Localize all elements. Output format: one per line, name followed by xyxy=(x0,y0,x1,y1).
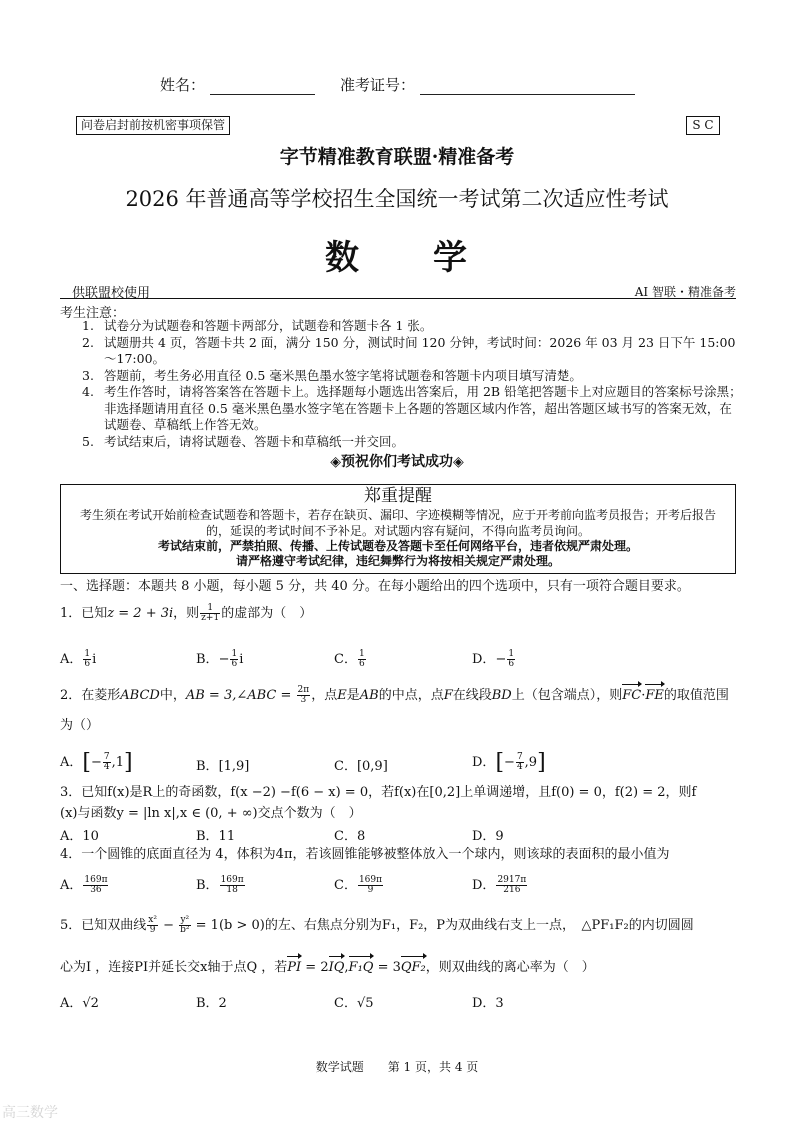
paper-code: S C xyxy=(686,116,720,135)
q2-option-a[interactable]: A．[− $\frac{7}{4}$ ,1] xyxy=(60,750,133,775)
notice-item: 4. 考生作答时，请将答案答在答题卡上。选择题每小题选出答案后，用 2B 铅笔把答题卡上对应题目的答案标号涂黑；非选择题请用直径 0.5 毫米黑色墨水签字笔在答题卡上各题的答题区域内作答，超出答题区域书写的答案无效，在试题卷、草稿纸上作答无效。 xyxy=(82,384,742,432)
name-row xyxy=(160,74,315,95)
watermark: 高三数学 xyxy=(2,1105,58,1121)
brand-note: AI 智联・精准备考 xyxy=(634,285,736,299)
q4-option-a[interactable]: A． $\frac{169\pi}{36}$ xyxy=(60,875,108,895)
q1-option-b[interactable]: B．− $\frac{1}{6}$ i xyxy=(196,649,244,669)
q4-option-c[interactable]: C． $\frac{169\pi}{9}$ xyxy=(334,875,383,895)
q3-option-b[interactable]: B．11 xyxy=(196,829,236,844)
question-3-stem-cont: (x)与函数y = |ln x|,x ∈ (0, + ∞)交点个数为（ ） xyxy=(60,806,362,821)
q5-option-a[interactable]: A．√2 xyxy=(60,996,99,1011)
name-label: 姓名： xyxy=(160,76,206,94)
q3-option-d[interactable]: D．9 xyxy=(472,829,504,844)
exam-id-field[interactable] xyxy=(420,78,635,95)
notice-item: 5. 考试结束后，请将试题卷、答题卡和草稿纸一并交回。 xyxy=(82,433,405,449)
good-luck-banner: ◈预祝你们考试成功◈ xyxy=(330,454,464,470)
q4-option-d[interactable]: D． $\frac{2917\pi}{216}$ xyxy=(472,875,527,895)
q3-option-a[interactable]: A．10 xyxy=(60,829,99,844)
use-note: 供联盟校使用 xyxy=(72,286,151,301)
q1-option-c[interactable]: C． $\frac{1}{6}$ xyxy=(334,649,365,669)
reminder-warning: 考试结束前，严禁拍照、传播、上传试题卷及答题卡至任何网络平台，违者依规严肃处理。 xyxy=(157,539,638,553)
notice-item: 3. 答题前，考生务必用直径 0.5 毫米黑色墨水签字笔将试题卷和答题卡内项目填写清楚。 xyxy=(82,367,582,383)
question-5-stem: 5．已知双曲线 $\frac{\text{x²}}{9}$ − $\frac{\text{y²}}{\text{b²}}$ = 1(b > 0)的左、右焦点分别为F₁，F₂，P为双曲线右支上一点， △PF₁F₂的内切圆圆 xyxy=(60,915,694,935)
section-heading: 一、选择题：本题共 8 小题，每小题 5 分，共 40 分。在每小题给出的四个选项中，只有一项符合题目要求。 xyxy=(60,579,690,594)
name-field[interactable] xyxy=(210,78,315,95)
notice-item: 2. 试题册共 4 页，答题卡共 2 面，满分 150 分，测试时间 120 分钟，考试时间：2026 年 03 月 23 日下午 15:00～17:00。 xyxy=(82,334,736,366)
q1-option-a[interactable]: A． $\frac{1}{6}$ i xyxy=(60,649,97,669)
q5-option-c[interactable]: C．√5 xyxy=(334,996,374,1011)
q2-option-d[interactable]: D．[− $\frac{7}{4}$ ,9] xyxy=(472,750,546,775)
fraction: $\frac{1}{z+1}$ xyxy=(201,603,220,623)
reminder-title: 郑重提醒 xyxy=(364,486,432,506)
question-4-stem: 4．一个圆锥的底面直径为 4，体积为4π，若该圆锥能够被整体放入一个球内，则该球的表面积的最小值为 xyxy=(60,847,670,862)
notice-title: 考生注意： xyxy=(60,306,126,321)
question-3-stem: 3．已知f(x)是R上的奇函数，f(x −2) −f(6 − x) = 0，若f(x)在[0,2]上单调递增，且f(0) = 0，f(2) = 2，则f xyxy=(60,785,697,800)
q4-option-b[interactable]: B． $\frac{169\pi}{18}$ xyxy=(196,875,244,895)
exam-id-label: 准考证号： xyxy=(340,76,416,94)
notice-list xyxy=(82,318,742,450)
q5-option-d[interactable]: D．3 xyxy=(472,996,504,1011)
seal-note: 问卷启封前按机密事项保管 xyxy=(76,116,230,135)
exam-id-row xyxy=(340,74,635,95)
reminder-discipline: 请严格遵守考试纪律，违纪舞弊行为将按相关规定严肃处理。 xyxy=(235,554,560,568)
question-2-stem-cont: 为（） xyxy=(60,718,100,733)
question-5-stem-cont: 心为I ，连接PI并延长交x轴于点Q ，若PI = 2IQ,F₁Q = 3QF₂，则双曲线的离心率为（ ） xyxy=(60,958,750,978)
reminder-text: 考生须在考试开始前检查试题卷和答题卡，若存在缺页、漏印、字迹模糊等情况，应于开考前向监考员报告；开考后报告的，延误的考试时间不予补足。对试题内容有疑问，不得向监考员询问。 xyxy=(79,508,716,538)
header-divider xyxy=(60,298,736,299)
subject-title: 数 学 xyxy=(325,238,469,278)
question-1-stem: 1．已知z = 2 + 3i，则 $\frac{1}{z+1}$ 的虚部为（ ） xyxy=(60,603,313,623)
q2-option-b[interactable]: B．[1,9] xyxy=(196,759,250,774)
alliance-title: 字节精准教育联盟·精准备考 xyxy=(279,146,515,168)
q1-option-d[interactable]: D．− $\frac{1}{6}$ xyxy=(472,649,515,669)
question-2-stem: 2．在菱形ABCD中，AB = 3,∠ABC = $\frac{2\pi}{3}$ ，点E是AB的中点，点F在线段BD上（包含端点），则FC·FE的取值范围 xyxy=(60,685,729,705)
page-footer: 数学试题 第 1 页，共 4 页 xyxy=(315,1060,479,1074)
q2-option-c[interactable]: C．[0,9] xyxy=(334,759,388,774)
notice-item: 1. 试卷分为试题卷和答题卡两部分，试题卷和答题卡各 1 张。 xyxy=(82,318,433,333)
q3-option-c[interactable]: C．8 xyxy=(334,829,366,844)
q5-option-b[interactable]: B．2 xyxy=(196,996,227,1011)
reminder-box xyxy=(60,484,736,574)
exam-title: 2026 年普通高等学校招生全国统一考试第二次适应性考试 xyxy=(125,187,669,211)
